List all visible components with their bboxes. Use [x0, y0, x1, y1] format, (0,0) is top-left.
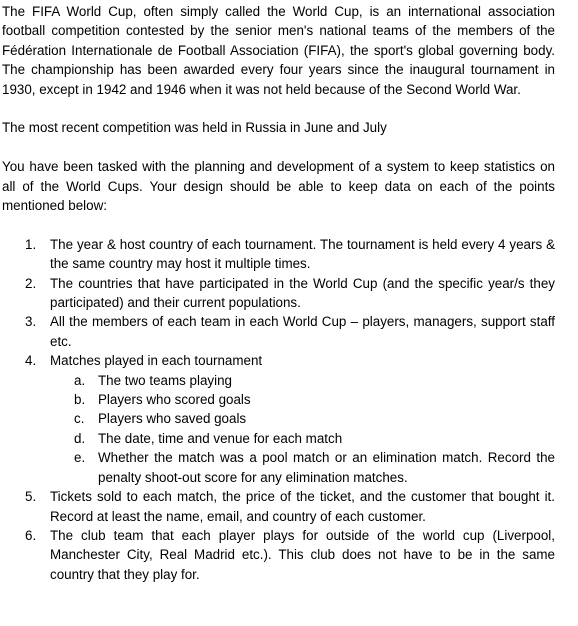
sublist-item-text: Players who scored goals [98, 392, 251, 408]
document-page [2, 2, 555, 584]
list-item-number: 3. [25, 314, 37, 330]
sublist-item-letter: b. [74, 392, 86, 408]
list-item-number: 6. [25, 527, 37, 543]
list-item-text: Tickets sold to each match, the price of the ticket, and the customer that bought it. Record at least the name, email, and country of each customer. [50, 489, 555, 524]
list-item [2, 487, 555, 526]
sublist-item-letter: e. [74, 450, 86, 466]
sublist-item-letter: c. [74, 411, 85, 427]
sublist-item-text: The two teams playing [98, 372, 232, 388]
list-item-number: 4. [25, 353, 37, 369]
sublist-item-letter: a. [74, 372, 86, 388]
list-item [2, 274, 555, 313]
list-item-number: 5. [25, 489, 37, 505]
sublist-item [50, 390, 555, 409]
list-item-text: The club team that each player plays for outside of the world cup (Liverpool, Manchester City, Real Madrid etc.). This club does not have to be in the same country that they play for. [50, 527, 555, 582]
list-item [2, 351, 555, 487]
list-item [2, 312, 555, 351]
sublist-item [50, 371, 555, 390]
sublist-item-text: The date, time and venue for each match [98, 430, 343, 446]
task-paragraph: You have been tasked with the planning and development of a system to keep statistics on all of the World Cups. Your design should be able to keep data on each of the points mentioned below: [2, 159, 555, 214]
sublist-item [50, 448, 555, 487]
list-item-text: All the members of each team in each World Cup – players, managers, support staff etc. [50, 314, 555, 349]
matches-sublist [50, 371, 555, 487]
requirements-list [2, 235, 555, 584]
recent-competition-paragraph: The most recent competition was held in Russia in June and July [2, 120, 387, 136]
list-item-number: 2. [25, 275, 37, 291]
intro-paragraph: The FIFA World Cup, often simply called the World Cup, is an international association football competition contested by the senior men's national teams of the members of the Fédération Internationale de Football Association (FIFA), the sport's global governing body. The championship has been awarded every four years since the inaugural tournament in 1930, except in 1942 and 1946 when it was not held because of the Second World War. [2, 4, 555, 97]
sublist-item [50, 429, 555, 448]
list-item-text: The year & host country of each tournament. The tournament is held every 4 years & the same country may host it multiple times. [50, 236, 555, 272]
list-item-text: The countries that have participated in the World Cup (and the specific year/s they participated) and their current populations. [50, 275, 555, 311]
list-item-text: Matches played in each tournament [50, 353, 263, 369]
list-item [2, 235, 555, 274]
sublist-item-text: Players who saved goals [98, 411, 247, 427]
list-item [2, 526, 555, 584]
sublist-item [50, 409, 555, 428]
list-item-number: 1. [25, 236, 37, 252]
sublist-item-text: Whether the match was a pool match or an elimination match. Record the penalty shoot-out score for any elimination matches. [98, 450, 555, 485]
sublist-item-letter: d. [74, 430, 86, 446]
